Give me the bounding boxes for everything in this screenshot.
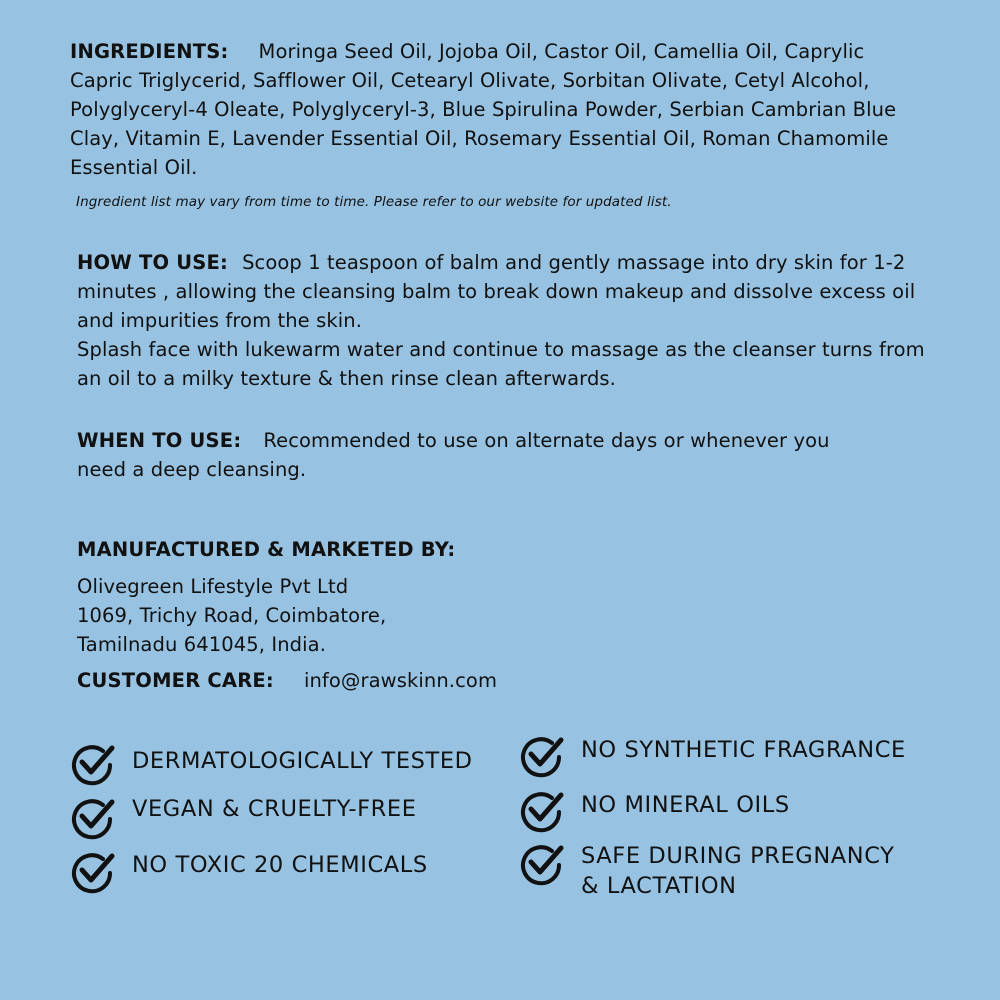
how-to-use-section	[77, 248, 937, 393]
claim-text: NO TOXIC 20 CHEMICALS	[132, 852, 428, 878]
claim-text: DERMATOLOGICALLY TESTED	[132, 748, 473, 774]
ingredients-text: Moringa Seed Oil, Jojoba Oil, Castor Oil, Camellia Oil, Caprylic Capric Triglycerid, Safflower Oil, Cetearyl Olivate, Sorbitan Olivate, Cetyl Alcohol, Polyglyceryl-4 Oleate, Polyglyceryl-3, Blue Spirulina Powder, Serbian Cambrian Blue Clay, Vitamin E, Lavender Essential Oil, Rosemary Essential Oil, Roman Chamomile Essential Oil.	[70, 40, 897, 179]
check-circle-icon	[519, 787, 565, 833]
claim-no-synthetic-fragrance	[519, 732, 906, 778]
check-circle-icon	[70, 740, 116, 786]
how-to-use-paragraph-1	[77, 248, 937, 335]
claim-text-line-2: & LACTATION	[581, 873, 737, 899]
manufacturer-name: Olivegreen Lifestyle Pvt Ltd	[77, 575, 349, 598]
when-to-use-text: Recommended to use on alternate days or whenever you need a deep cleansing.	[77, 429, 830, 481]
ingredients-section	[70, 37, 930, 182]
ingredients-note: Ingredient list may vary from time to time. Please refer to our website for updated list.	[76, 194, 672, 210]
manufacturer-address-line-1: 1069, Trichy Road, Coimbatore,	[77, 604, 387, 627]
claim-text: NO SYNTHETIC FRAGRANCE	[581, 737, 906, 763]
how-to-use-label: HOW TO USE:	[77, 251, 229, 274]
claim-text: VEGAN & CRUELTY-FREE	[132, 796, 417, 822]
when-to-use-label: WHEN TO USE:	[77, 429, 242, 452]
claim-no-mineral-oils	[519, 787, 790, 833]
ingredients-paragraph	[70, 37, 930, 182]
customer-care-label: CUSTOMER CARE:	[77, 669, 274, 692]
check-circle-icon	[70, 794, 116, 840]
claim-safe-during-pregnancy	[519, 840, 894, 901]
customer-care	[77, 666, 497, 695]
how-to-use-paragraph-2: Splash face with lukewarm water and continue to massage as the cleanser turns from an oil to a milky texture & then rinse clean afterwards.	[77, 338, 925, 390]
customer-care-email: info@rawskinn.com	[303, 669, 498, 692]
manufacturer-address	[77, 572, 386, 659]
claim-vegan-cruelty-free	[70, 794, 417, 840]
claim-text	[581, 840, 894, 901]
check-circle-icon	[70, 848, 116, 894]
how-to-use-text-1: Scoop 1 teaspoon of balm and gently massage into dry skin for 1-2 minutes , allowing the cleansing balm to break down makeup and dissolve excess oil and impurities from the skin.	[77, 251, 916, 332]
check-circle-icon	[519, 732, 565, 778]
manufacturer-address-line-2: Tamilnadu 641045, India.	[77, 633, 326, 656]
manufacturer-label: MANUFACTURED & MARKETED BY:	[77, 538, 456, 561]
claim-no-toxic-chemicals	[70, 848, 428, 894]
claim-text: NO MINERAL OILS	[581, 792, 790, 818]
when-to-use-section	[77, 426, 857, 484]
ingredients-label: INGREDIENTS:	[70, 40, 229, 63]
claim-text-line-1: SAFE DURING PREGNANCY	[581, 843, 895, 869]
when-to-use-paragraph	[77, 426, 857, 484]
claim-dermatologically-tested	[70, 740, 473, 786]
check-circle-icon	[519, 840, 565, 886]
